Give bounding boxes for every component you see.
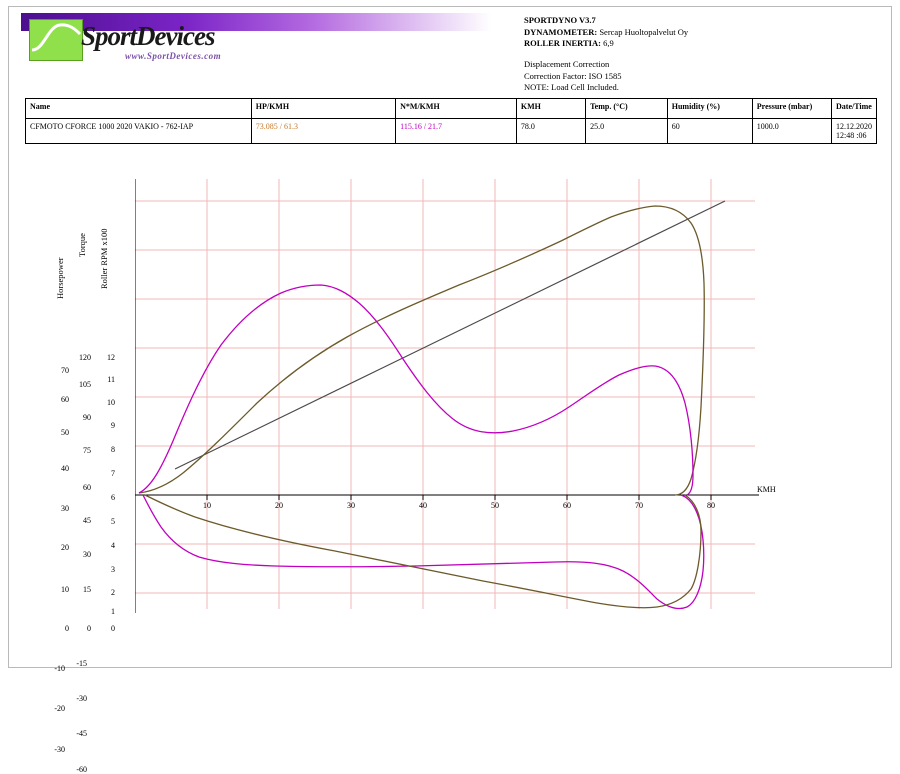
rpm-tick-4: 4 [111,541,115,550]
tq-tick-120: 120 [79,353,91,362]
x-tick-80: 80 [707,501,715,510]
rpm-tick-0: 0 [111,624,115,633]
col-name: Name [26,99,252,119]
tq-tick-neg30: -30 [76,694,87,703]
rpm-tick-5: 5 [111,517,115,526]
hp-tick-neg20: -20 [54,704,65,713]
rpm-tick-10: 10 [107,398,115,407]
col-temp: Temp. (°C) [586,99,668,119]
tq-tick-neg15: -15 [76,659,87,668]
x-tick-60: 60 [563,501,571,510]
x-tick-20: 20 [275,501,283,510]
dynamometer-value: Sercap Huoltopalvelut Oy [599,26,689,37]
header-info-block [524,15,688,50]
hp-tick-70: 70 [61,366,69,375]
hp-tick-20: 20 [61,543,69,552]
roller-inertia-value: 6,9 [603,38,614,48]
roller-inertia-label: ROLLER INERTIA: [524,38,601,48]
axis-title-roller-rpm: Roller RPM x100 [99,228,109,289]
hp-tick-30: 30 [61,504,69,513]
x-tick-10: 10 [203,501,211,510]
axis-title-horsepower: Horsepower [55,257,65,299]
table-row [26,119,877,144]
logo-word-devices: Devices [136,21,215,51]
cell-humidity: 60 [667,119,752,144]
tq-tick-75: 75 [83,446,91,455]
tq-tick-45: 45 [83,516,91,525]
rpm-tick-7: 7 [111,469,115,478]
cell-hp-kmh: 73.085 / 61.3 [251,119,395,144]
x-ticks [207,495,711,500]
rpm-tick-8: 8 [111,445,115,454]
x-tick-30: 30 [347,501,355,510]
rpm-tick-11: 11 [107,375,115,384]
grid-horizontal [135,201,755,593]
rpm-tick-6: 6 [111,493,115,502]
software-version: SPORTDYNO V3.7 [524,15,596,25]
tq-tick-neg60: -60 [76,765,87,774]
tq-tick-60: 60 [83,483,91,492]
tq-tick-30: 30 [83,550,91,559]
col-nm-kmh: N*M/KMH [396,99,517,119]
rpm-tick-12: 12 [107,353,115,362]
hp-tick-40: 40 [61,464,69,473]
report-page [8,6,892,774]
hp-tick-10: 10 [61,585,69,594]
axis-title-torque: Torque [77,233,87,257]
col-kmh: KMH [516,99,585,119]
displacement-correction: Displacement Correction [524,59,610,69]
hp-tick-60: 60 [61,395,69,404]
tq-tick-0: 0 [87,624,91,633]
tq-tick-105: 105 [79,380,91,389]
logo-word-sport: Sport [81,21,137,51]
tq-tick-neg45: -45 [76,729,87,738]
x-tick-50: 50 [491,501,499,510]
col-humidity: Humidity (%) [667,99,752,119]
x-tick-70: 70 [635,501,643,510]
rpm-tick-2: 2 [111,588,115,597]
x-tick-40: 40 [419,501,427,510]
rpm-tick-1: 1 [111,607,115,616]
cell-nm-kmh: 115.16 / 21.7 [396,119,517,144]
hp-tick-neg10: -10 [54,664,65,673]
col-hp-kmh: HP/KMH [251,99,395,119]
run-summary-table [25,98,877,144]
hp-tick-50: 50 [61,428,69,437]
load-cell-note: NOTE: Load Cell Included. [524,82,619,92]
series-torque-up [139,285,693,495]
rpm-tick-3: 3 [111,565,115,574]
hp-tick-neg30: -30 [54,745,65,754]
series-horsepower-up [139,206,704,495]
col-pressure: Pressure (mbar) [752,99,831,119]
cell-name: CFMOTO CFORCE 1000 2020 VAKIO - 762-IAP [26,119,252,144]
tq-tick-90: 90 [83,413,91,422]
logo-wordmark [81,21,214,52]
dyno-chart [25,167,877,774]
col-datetime: Date/Time [832,99,877,119]
correction-factor: Correction Factor: ISO 1585 [524,70,622,81]
hp-tick-0: 0 [65,624,69,633]
cell-temp: 25.0 [586,119,668,144]
table-header-row [26,99,877,119]
header-correction-block [524,59,622,94]
x-axis-title: KMH [757,485,776,494]
plot-svg [135,179,775,619]
cell-pressure: 1000.0 [752,119,831,144]
cell-kmh: 78.0 [516,119,585,144]
rpm-tick-9: 9 [111,421,115,430]
brand-logo [21,13,321,65]
dynamometer-label: DYNAMOMETER: [524,26,598,37]
plot-area [135,179,776,599]
logo-mark-icon [29,19,83,61]
logo-url: www.SportDevices.com [125,51,222,61]
tq-tick-15: 15 [83,585,91,594]
series-roller-rpm [175,201,725,469]
cell-datetime: 12.12.2020 12:48 :06 [832,119,877,144]
